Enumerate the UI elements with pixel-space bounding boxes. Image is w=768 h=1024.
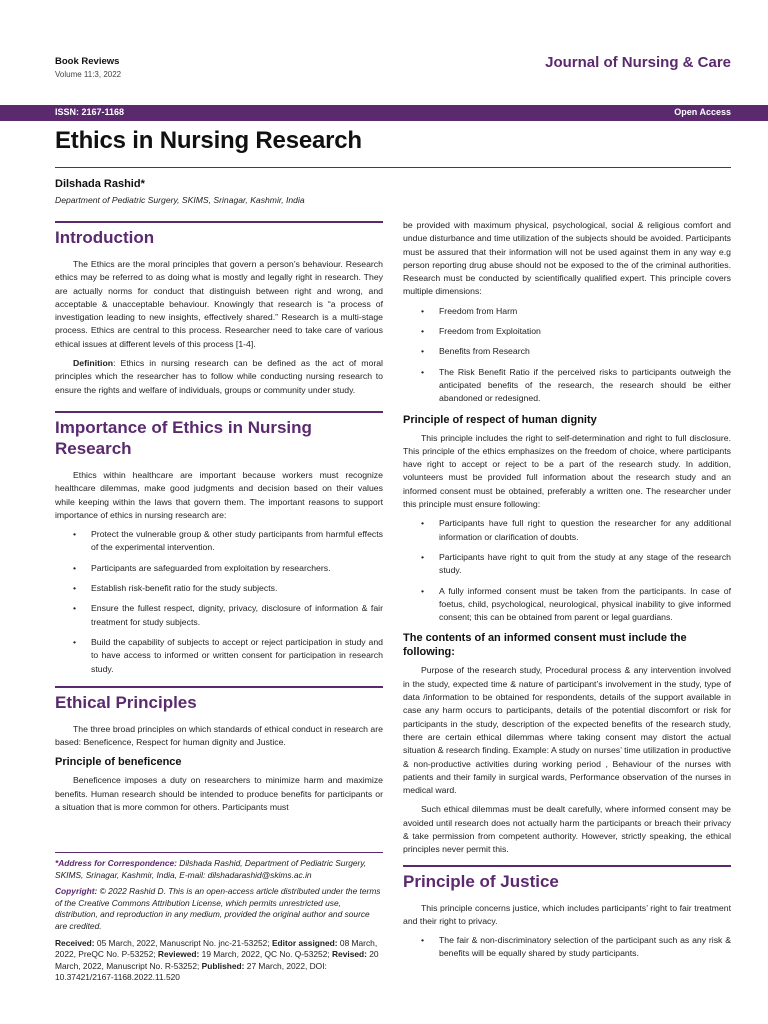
footnote-divider	[55, 852, 383, 853]
list-item: • Establish risk-benefit ratio for the study subjects.	[55, 582, 383, 595]
list-item: • Participants have right to quit from the study at any stage of the research study.	[403, 551, 731, 578]
left-column	[55, 221, 383, 820]
address-note	[55, 858, 383, 881]
subheading-human-dignity: Principle of respect of human dignity	[403, 413, 597, 426]
published-label: Published:	[201, 960, 245, 971]
volume-label: Volume 11:3, 2022	[55, 70, 122, 79]
principles-paragraph: The three broad principles on which standards of ethical conduct in research are based: Beneficence, Respect for human dignity and Justice.	[55, 723, 383, 748]
reviewed-label: Reviewed:	[157, 949, 200, 960]
dignity-paragraph: This principle includes the right to self-determination and right to full disclosure. This principle of the ethics emphasizes on the freedom of choice, where participants have right to accept or reject to be a part of the research study. In addition, volunteers must be provided full information about the research study and an informed consent must be obtained, preferably a written one. The researcher under this principle must ensure following:	[403, 432, 731, 510]
list-item: • Participants have full right to question the researcher for any additional information or clarification of doubts.	[403, 517, 731, 544]
subheading-beneficence: Principle of beneficence	[55, 756, 182, 769]
section-heading-introduction: Introduction	[55, 221, 383, 248]
revised-label: Revised:	[332, 949, 367, 960]
importance-paragraph: Ethics within healthcare are important because workers must recognize healthcare dilemmas, make good judgments and decision based on their values while keeping within the laws that govern them. The important reasons to support importance of ethics in nursing research are:	[55, 469, 383, 520]
header-band	[0, 105, 768, 121]
importance-list	[55, 528, 383, 676]
dignity-list	[403, 517, 731, 624]
list-item: • Freedom from Exploitation	[403, 325, 731, 338]
beneficence-paragraph: Beneficence imposes a duty on researchers to minimize harm and maximize benefits. Human research should be intended to produce benefits for participants or a situation that is more common for others. Participants must	[55, 775, 383, 813]
received-text: 05 March, 2022, Manuscript No. jnc-21-53252;	[94, 937, 272, 948]
list-item: • The Risk Benefit Ratio if the perceived risks to participants outweigh the anticipated benefits of the research, the research should be either abandoned or redesigned.	[403, 366, 731, 406]
article-title: Ethics in Nursing Research	[55, 127, 362, 154]
copyright-text: © 2022 Rashid D. This is an open-access article distributed under the terms of the Creative Commons Attribution License, which permits unrestricted use, distribution, and reproduction in any medium, provided the original author and source are credited.	[55, 886, 381, 931]
section-label: Book Reviews	[55, 56, 120, 67]
dates-note	[55, 938, 383, 984]
list-item: • The fair & non-discriminatory selection of the participant such as any risk & benefits will be equally shared by study participants.	[403, 934, 731, 961]
dilemma-paragraph: Such ethical dilemmas must be dealt carefully, where informed consent may be avoided until research does not actually harm the participants or breach their privacy & take permission from competent authority. However, strictly speaking, the ethical principles never permit this.	[403, 804, 731, 855]
justice-list	[403, 934, 731, 961]
list-item: • A fully informed consent must be taken from the participants. In case of foetus, child, psychological, neurological, physical inability to give informed consent; this can be obtained from parent or legal guardians.	[403, 585, 731, 625]
correspondence-footnote	[55, 852, 383, 989]
issn: ISSN: 2167-1168	[55, 107, 125, 117]
open-access-badge: Open Access	[674, 107, 731, 117]
journal-name[interactable]: Journal of Nursing & Care	[545, 54, 731, 71]
section-heading-importance: Importance of Ethics in Nursing Research	[55, 411, 383, 459]
revised-text: 20 March, 2022, Manuscript No. R-53252;	[55, 949, 379, 971]
published-text: 27 March, 2022, DOI: 10.37421/2167-1168.2022.11.520	[55, 960, 327, 983]
address-label: *Address for Correspondence:	[55, 858, 177, 868]
section-heading-ethical-principles: Ethical Principles	[55, 686, 383, 713]
editor-text: 08 March, 2022, PreQC No. P-53252;	[55, 937, 378, 960]
definition-text: : Ethics in nursing research can be defined as the act of moral principles which the researcher has to follow while conducting nursing research to ensure the rights and welfare of individuals, groups or community under study.	[55, 358, 383, 395]
section-heading-justice: Principle of Justice	[403, 865, 731, 892]
consent-paragraph: Purpose of the research study, Procedural process & any intervention involved in the study, expected time & nature of participant’s involvement in the study, type of data /information to be obtained for respondents, details of the support available in case any harm occurs to participants, details of the potential discomfort or risk for participants in the study, description of the expected benefits of the research study, there are certain ethical dilemmas where taking consent may distort the actual situation & research finding. Example: A study on nurses’ time utilization in productive & non-productive activities during working period , Behaviour of the nurses with patients and their family in surgical wards, Performance observation of the nurses in medical ward.	[403, 665, 731, 796]
list-item: • Ensure the fullest respect, dignity, privacy, disclosure of information & fair treatment for study subjects.	[55, 602, 383, 629]
title-divider	[55, 167, 731, 168]
author-name: Dilshada Rashid*	[55, 178, 145, 190]
subheading-informed-consent: The contents of an informed consent must include the following:	[403, 632, 687, 659]
author-affiliation: Department of Pediatric Surgery, SKIMS, Srinagar, Kashmir, India	[55, 195, 305, 205]
list-item: • Protect the vulnerable group & other study participants from harmful effects of the experimental intervention.	[55, 528, 383, 555]
editor-label: Editor assigned:	[271, 937, 338, 948]
dimensions-list	[403, 305, 731, 406]
received-label: Received:	[55, 937, 95, 948]
beneficence-continued: be provided with maximum physical, psychological, social & religious comfort and undue disturbance and time utilization of the subjects should be avoided. Participants must be assured that their information will not be used against them in any way e.g person reporting drug abuse should not be exposed to the of the criminal authorities. Research must be conducted by scientifically qualified expert. This principle covers multiple dimensions:	[403, 220, 731, 297]
definition-paragraph	[55, 357, 383, 397]
justice-paragraph: This principle concerns justice, which includes participants’ right to fair treatment and their right to privacy.	[403, 902, 731, 926]
address-text: Dilshada Rashid, Department of Pediatric Surgery, SKIMS, Srinagar, Kashmir, India, E-mail: dilshadarashid@skims.ac.in	[55, 858, 367, 880]
list-item: • Benefits from Research	[403, 345, 731, 358]
list-item: • Build the capability of subjects to accept or reject participation in study and to have access to informed or written consent for participation in research study.	[55, 636, 383, 676]
definition-label: Definition	[73, 358, 114, 369]
intro-paragraph: The Ethics are the moral principles that govern a person’s behaviour. Research ethics may be referred to as doing what is mostly and legally right in research. They are actually norms for conduct that distinguish between right and wrong, and acceptable & unacceptable behaviour. Knowingly that research is “a process of investigation leading to new insights, effectively shared.” Research is a multi-stage process. Ethics are central to this process. Researcher need to take care of various ethical issues at different levels of this process [1-4].	[55, 259, 383, 349]
copyright-label: Copyright:	[55, 886, 98, 897]
list-item: • Freedom from Harm	[403, 305, 731, 318]
copyright-note	[55, 886, 383, 932]
right-column	[403, 219, 731, 968]
reviewed-text: 19 March, 2022, QC No. Q-53252;	[199, 949, 332, 960]
list-item: • Participants are safeguarded from exploitation by researchers.	[55, 562, 383, 575]
